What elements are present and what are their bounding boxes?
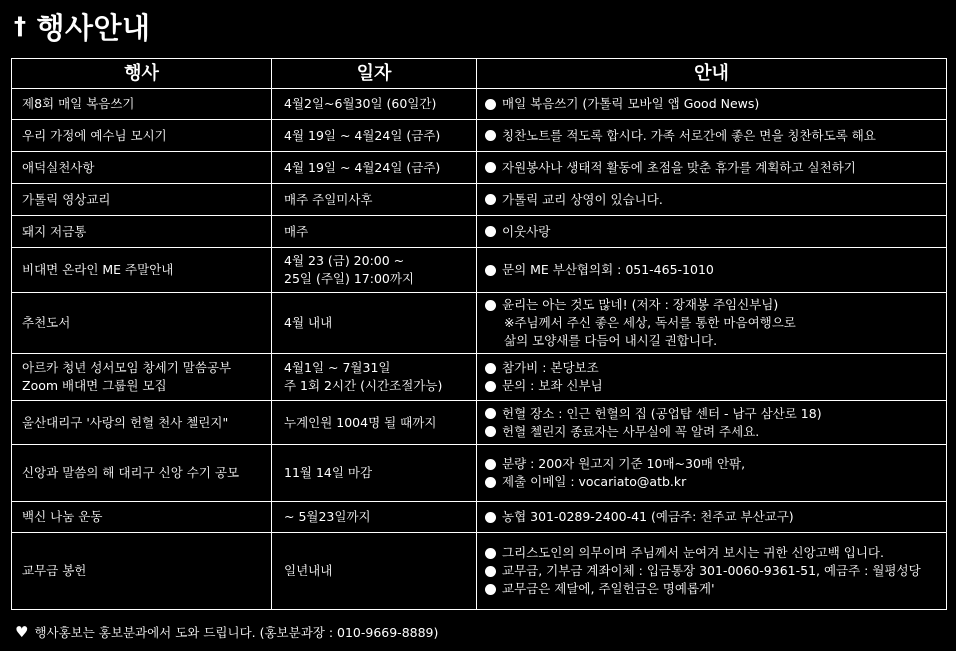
event-text: 아르카 청년 성서모임 창세기 말씀공부 bbox=[22, 360, 232, 375]
info-line bbox=[485, 127, 946, 145]
info-text: 헌혈 장소 : 인근 헌혈의 집 (공업탑 센터 - 남구 삼산로 18) bbox=[502, 405, 822, 421]
date-cell bbox=[272, 401, 477, 445]
bullet-icon bbox=[485, 459, 496, 470]
info-text: 참가비 : 본당보조 bbox=[502, 360, 599, 375]
info-line bbox=[485, 377, 946, 395]
info-line bbox=[485, 95, 946, 113]
header-event: 행사 bbox=[12, 59, 272, 89]
page-title-text: 행사안내 bbox=[36, 10, 151, 45]
event-cell bbox=[12, 533, 272, 610]
table-row bbox=[12, 293, 947, 354]
event-cell bbox=[12, 354, 272, 401]
info-line bbox=[485, 359, 946, 377]
info-line bbox=[485, 544, 946, 562]
date-cell bbox=[272, 445, 477, 502]
info-cell bbox=[477, 533, 947, 610]
info-line bbox=[485, 580, 946, 598]
info-cell bbox=[477, 216, 947, 248]
date-cell bbox=[272, 120, 477, 152]
info-text: 자원봉사나 생태적 활동에 초점을 맞춘 휴가를 계획하고 실천하기 bbox=[502, 159, 856, 175]
info-line bbox=[485, 455, 946, 473]
footer-text: 행사홍보는 홍보분과에서 도와 드립니다. (홍보분과장 : 010-9669-8889) bbox=[34, 625, 439, 640]
info-text: ※주님께서 주신 좋은 세상, 독서를 통한 마음여행으로 bbox=[504, 315, 796, 330]
table-row bbox=[12, 502, 947, 533]
info-text: 제출 이메일 : vocariato@atb.kr bbox=[502, 474, 687, 489]
date-cell bbox=[272, 354, 477, 401]
info-text: 헌혈 첼린지 종료자는 사무실에 꼭 알려 주세요. bbox=[502, 423, 760, 439]
bullet-icon bbox=[485, 194, 496, 205]
date-text: ~ 5월23일까지 bbox=[284, 509, 371, 524]
event-cell bbox=[12, 401, 272, 445]
info-line bbox=[485, 191, 946, 209]
table-row bbox=[12, 184, 947, 216]
bullet-icon bbox=[485, 566, 496, 577]
event-cell bbox=[12, 293, 272, 354]
date-cell bbox=[272, 184, 477, 216]
date-cell bbox=[272, 293, 477, 354]
date-text: 일년내내 bbox=[284, 563, 333, 578]
event-cell bbox=[12, 184, 272, 216]
table-row bbox=[12, 152, 947, 184]
header-info: 안내 bbox=[477, 59, 947, 89]
bullet-icon bbox=[485, 477, 496, 488]
bullet-icon bbox=[485, 363, 496, 374]
bullet-icon bbox=[485, 99, 496, 110]
info-line bbox=[485, 159, 946, 177]
info-line bbox=[485, 314, 946, 332]
date-cell bbox=[272, 152, 477, 184]
date-text: 4월 23 (금) 20:00 ~ bbox=[284, 253, 405, 268]
event-text: 울산대리구 '사랑의 헌혈 천사 첼린지" bbox=[22, 414, 229, 430]
date-text: 매주 주일미사후 bbox=[284, 191, 373, 207]
bullet-icon bbox=[485, 130, 496, 141]
event-text: 애덕실천사항 bbox=[22, 159, 95, 175]
table-row bbox=[12, 401, 947, 445]
date-text: 25일 (주일) 17:00까지 bbox=[284, 271, 415, 286]
bullet-icon bbox=[485, 548, 496, 559]
event-cell bbox=[12, 445, 272, 502]
events-table bbox=[11, 58, 947, 610]
info-text: 교무금은 제달에, 주일헌금은 명예롭게' bbox=[502, 581, 715, 596]
event-cell bbox=[12, 502, 272, 533]
bullet-icon bbox=[485, 408, 496, 419]
bullet-icon bbox=[485, 426, 496, 437]
info-text: 그리스도인의 의무이며 주님께서 눈여겨 보시는 귀한 신앙고백 입니다. bbox=[502, 545, 884, 560]
info-text: 분량 : 200자 원고지 기준 10매~30매 안팎, bbox=[502, 456, 746, 471]
date-cell bbox=[272, 502, 477, 533]
date-text: 4월 19일 ~ 4월24일 (금주) bbox=[284, 127, 441, 143]
bullet-icon bbox=[485, 512, 496, 523]
info-cell bbox=[477, 354, 947, 401]
event-cell bbox=[12, 120, 272, 152]
event-text: 신앙과 말씀의 해 대리구 신앙 수기 공모 bbox=[22, 465, 240, 480]
date-text: 매주 bbox=[284, 223, 309, 239]
date-cell bbox=[272, 248, 477, 293]
footer-note bbox=[15, 623, 438, 641]
event-text: 돼지 저금통 bbox=[22, 223, 87, 239]
info-text: 윤리는 아는 것도 많네! (저자 : 장재봉 주임신부님) bbox=[502, 297, 779, 312]
info-line bbox=[485, 296, 946, 314]
info-text: 교무금, 기부금 계좌이체 : 입금통장 301-0060-9361-51, 예금주 : 월평성당 bbox=[502, 563, 921, 578]
event-text: 제8회 매일 복음쓰기 bbox=[22, 96, 135, 111]
event-text: 가톨릭 영상교리 bbox=[22, 191, 111, 207]
date-cell bbox=[272, 533, 477, 610]
table-row bbox=[12, 533, 947, 610]
info-text: 칭찬노트를 적도록 합시다. 가족 서로간에 좋은 면을 칭찬하도록 해요 bbox=[502, 127, 876, 143]
info-text: 문의 : 보좌 신부님 bbox=[502, 378, 603, 393]
date-cell bbox=[272, 89, 477, 120]
table-row bbox=[12, 216, 947, 248]
table-row bbox=[12, 248, 947, 293]
heart-icon: ♥ bbox=[15, 623, 29, 641]
info-text: 이웃사랑 bbox=[502, 223, 551, 239]
bullet-icon bbox=[485, 162, 496, 173]
info-line bbox=[485, 423, 946, 441]
event-cell bbox=[12, 248, 272, 293]
event-cell bbox=[12, 89, 272, 120]
event-cell bbox=[12, 216, 272, 248]
bullet-icon bbox=[485, 265, 496, 276]
table-header-row bbox=[12, 59, 947, 89]
info-cell bbox=[477, 89, 947, 120]
bullet-icon bbox=[485, 300, 496, 311]
info-line bbox=[485, 562, 946, 580]
date-text: 4월 19일 ~ 4월24일 (금주) bbox=[284, 159, 441, 175]
info-line bbox=[485, 508, 946, 526]
bullet-icon bbox=[485, 226, 496, 237]
bullet-icon bbox=[485, 381, 496, 392]
info-line bbox=[485, 473, 946, 491]
info-text: 매일 복음쓰기 (가톨릭 모바일 앱 Good News) bbox=[502, 96, 760, 111]
date-text: 11월 14일 마감 bbox=[284, 465, 373, 480]
info-line bbox=[485, 223, 946, 241]
table-row bbox=[12, 445, 947, 502]
event-text: 교무금 봉헌 bbox=[22, 563, 87, 578]
table-row bbox=[12, 354, 947, 401]
table-row bbox=[12, 89, 947, 120]
bullet-icon bbox=[485, 584, 496, 595]
info-cell bbox=[477, 401, 947, 445]
info-cell bbox=[477, 152, 947, 184]
event-text: 추천도서 bbox=[22, 315, 71, 330]
table-row bbox=[12, 120, 947, 152]
info-text: 농협 301-0289-2400-41 (예금주: 천주교 부산교구) bbox=[502, 509, 794, 524]
info-cell bbox=[477, 184, 947, 216]
info-text: 삶의 모양새를 다듬어 내시길 권합니다. bbox=[504, 333, 718, 348]
event-text: 비대면 온라인 ME 주말안내 bbox=[22, 262, 174, 277]
info-text: 가톨릭 교리 상영이 있습니다. bbox=[502, 191, 663, 207]
info-line bbox=[485, 332, 946, 350]
info-line bbox=[485, 405, 946, 423]
info-cell bbox=[477, 293, 947, 354]
info-cell bbox=[477, 502, 947, 533]
cross-icon: † bbox=[14, 12, 27, 40]
header-date: 일자 bbox=[272, 59, 477, 89]
page-title bbox=[14, 6, 151, 46]
event-text: 백신 나눔 운동 bbox=[22, 509, 103, 524]
date-text: 4월2일~6월30일 (60일간) bbox=[284, 96, 437, 111]
info-text: 문의 ME 부산협의회 : 051-465-1010 bbox=[502, 262, 714, 277]
date-text: 누계인원 1004명 될 때까지 bbox=[284, 414, 437, 430]
date-text: 주 1회 2시간 (시간조절가능) bbox=[284, 378, 443, 393]
date-text: 4월 내내 bbox=[284, 315, 333, 330]
info-line bbox=[485, 261, 946, 279]
event-text: Zoom 배대면 그룹원 모집 bbox=[22, 378, 167, 393]
date-text: 4월1일 ~ 7월31일 bbox=[284, 360, 391, 375]
info-cell bbox=[477, 248, 947, 293]
event-cell bbox=[12, 152, 272, 184]
info-cell bbox=[477, 120, 947, 152]
info-cell bbox=[477, 445, 947, 502]
date-cell bbox=[272, 216, 477, 248]
event-text: 우리 가정에 예수님 모시기 bbox=[22, 127, 167, 143]
